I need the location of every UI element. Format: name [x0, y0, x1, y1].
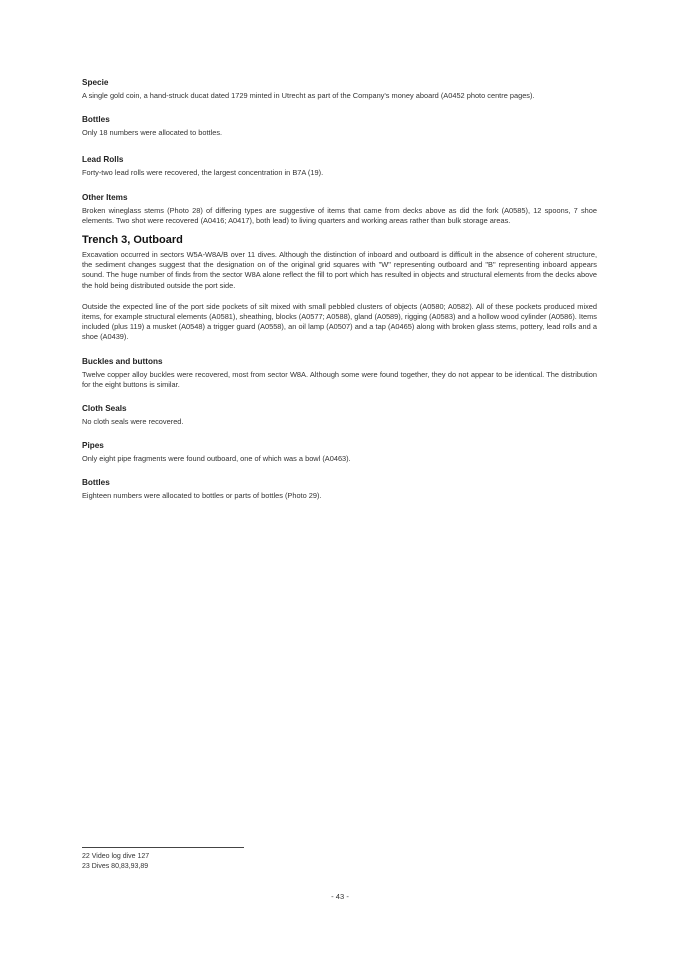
section-bottles: [82, 115, 597, 138]
section-bottles-2: [82, 478, 597, 501]
section-heading: Bottles: [82, 478, 110, 488]
section-text: Broken wineglass stems (Photo 28) of differing types are suggestive of items that came from decks above as did the fork (A0585), 12 spoons, 7 shoe elements. Two shot were recovered (A0416; A0417), both lead) to living quarters and working areas rather than bulk storage areas.: [82, 205, 597, 225]
footnote-item: 22 Video log dive 127: [82, 853, 150, 860]
footnote-item: 23 Dives 80,83,93,89: [82, 863, 149, 870]
section-specie: [82, 78, 597, 101]
section-text: Only eight pipe fragments were found outboard, one of which was a bowl (A0463).: [82, 454, 351, 464]
section-text: Twelve copper alloy buckles were recovered, most from sector W8A. Although some were found together, they do not appear to be identical. The distribution for the eight buttons is similar.: [82, 369, 597, 389]
section-lead-rolls: [82, 155, 597, 178]
section-text: No cloth seals were recovered.: [82, 417, 184, 427]
section-heading: Specie: [82, 78, 109, 87]
section-heading: Buckles and buttons: [82, 356, 163, 366]
section-pipes: [82, 441, 597, 464]
section-cloth-seals: [82, 404, 597, 427]
footnotes: [82, 852, 382, 872]
section-heading: Bottles: [82, 115, 110, 125]
document-body: [82, 78, 597, 502]
section-text: Forty-two lead rolls were recovered, the largest concentration in B7A (19).: [82, 168, 324, 178]
section-trench-3-outboard: [82, 234, 597, 291]
section-other-items: [82, 193, 597, 226]
section-text: Only 18 numbers were allocated to bottles.: [82, 128, 223, 138]
section-title: Trench 3, Outboard: [82, 234, 183, 247]
section-text: A single gold coin, a hand-struck ducat dated 1729 minted in Utrecht as part of the Company's money aboard (A0452 photo centre pages).: [82, 91, 535, 100]
section-heading: Cloth Seals: [82, 404, 127, 414]
section-heading: Lead Rolls: [82, 155, 124, 165]
section-buckles-buttons: [82, 357, 597, 390]
section-heading: Other Items: [82, 192, 128, 202]
section-text: Excavation occurred in sectors W5A-W8A/B over 11 dives. Although the distinction of inboard and outboard is difficult in the absence of coherent structure, the sediment changes suggest that the designation on of the original grid squares with "W" representing outboard and "B" representing inboard appears sound. The huge number of finds from the sector W8A alone reflect the fill to port which has resulted in objects and structural elements from the decks above the hold being distributed outside the port side.: [82, 250, 597, 290]
section-heading: Pipes: [82, 441, 104, 451]
footnote-divider: [82, 847, 244, 848]
section-text: Eighteen numbers were allocated to bottles or parts of bottles (Photo 29).: [82, 491, 322, 501]
section-text: Outside the expected line of the port side pockets of silt mixed with small pebbled clusters of objects (A0580; A0582). All of these pockets produced mixed items, for example structural elements (A0581), sheathing, blocks (A0577; A0588), gland (A0589), rigging (A0583) and a hollow wood cylinder (A0586). Items included (plus 119) a musket (A0548) a trigger guard (A0558), an oil lamp (A0507) and a tap (A0465) along with broken glass stems, pottery, lead rolls and a shoe (A0439).: [82, 301, 597, 342]
paragraph-port-side-pockets: [82, 302, 597, 343]
page-number: - 43 -: [331, 892, 349, 901]
